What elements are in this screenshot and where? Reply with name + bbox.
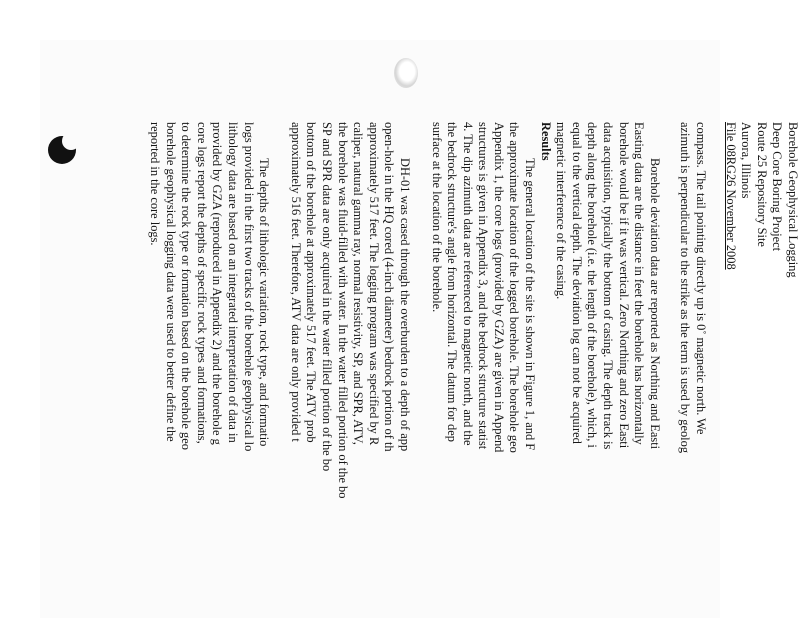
results-paragraph-3 [146, 122, 271, 642]
header-line-1: Borehole Geophysical Logging [786, 122, 800, 278]
header-line-2: Deep Core Boring Project [770, 122, 785, 252]
deviation-paragraph [553, 122, 662, 642]
text-line: The general location of the site is shown in Figure 1, and F [523, 158, 538, 451]
text-line: data acquisition, typically the bottom of casing. The depth track is [601, 122, 616, 450]
text-line: Borehole deviation data are reported as Northing and Easti [647, 158, 662, 450]
text-line: magnetic interference of the casing. [554, 122, 569, 300]
intro-paragraph [677, 122, 708, 642]
text-line: the borehole was fluid-filled with water. In the water filled portion of the bo [335, 122, 350, 499]
header-line-5: File 08RG26 November 2008 [723, 122, 738, 270]
header-line-3: Route 25 Repository Site [754, 122, 769, 247]
text-line: lithology data are based on an integrated interpretation of data in [226, 122, 240, 443]
text-line: the approximate location of the logged borehole. The borehole geo [507, 122, 522, 453]
text-line: DH-01 was cased through the overburden to a depth of app [397, 158, 412, 452]
document-header [722, 122, 800, 642]
text-line: Appendix 1, the core logs (provided by GZA) are given in Append [491, 122, 506, 453]
rotated-document-page [120, 122, 800, 642]
text-line: to determine the rock type or formation based on the borehole geo [179, 122, 194, 450]
text-line: open-hole in the HQ cored (4-inch diameter) bedrock portion of th [382, 122, 397, 452]
text-line: 4. The dip azimuth data are referenced to magnetic north, and the [460, 122, 475, 446]
text-line: compass. The tail pointing directly up is 0˚ magnetic north. We [694, 122, 709, 435]
results-paragraph-1 [428, 122, 537, 642]
text-line: The depths of lithologic variation, rock type, and formatio [257, 158, 272, 447]
text-line: structures is given in Appendix 3, and the bedrock structure statist [476, 122, 491, 450]
text-line: the bedrock structure's angle from horizontal. The datum for dep [445, 122, 460, 442]
text-line: approximately 517 feet. The logging program was specified by R [366, 122, 381, 446]
text-line: approximately 516 feet. Therefore, ATV data are only provided t [288, 122, 303, 442]
text-line: caliper, natural gamma ray, normal resistivity, SP, and SPR, ATV, [351, 122, 366, 445]
text-line: reported in the core logs. [148, 122, 163, 246]
text-line: bottom of the borehole at approximately 517 feet. The ATV prob [304, 122, 319, 443]
text-line: core logs report the depths of specific rock types and formations, [194, 122, 209, 444]
text-line: logs provided in the first two tracks of the borehole geophysical lo [241, 122, 256, 452]
header-line-4: Aurora, Illinois [739, 122, 754, 199]
text-line: provided by GZA (reproduced in Appendix 2) and the borehole g [210, 122, 225, 445]
text-line: depth along the borehole (i.e. the length of the borehole), which, i [585, 122, 600, 448]
text-line: SP and SPR data are only acquired in the water filled portion of the bo [319, 122, 334, 472]
results-paragraph-2 [287, 122, 412, 642]
text-line: equal to the vertical depth. The deviation log can not be acquired [569, 122, 584, 444]
text-line: borehole would be if it was vertical. Zero Northing and zero Easti [616, 122, 631, 449]
corner-ink-mark [48, 136, 76, 164]
punch-hole-mark [394, 58, 418, 88]
text-line: azimuth is perpendicular to the strike as the term is used by geolog [678, 122, 693, 454]
text-line: borehole geophysical logging data were used to better define the [163, 122, 178, 442]
text-line: Easting data are the distance in feet the borehole has horizontally [632, 122, 647, 445]
text-line: surface at the location of the borehole. [429, 122, 444, 313]
results-heading: Results [538, 122, 553, 161]
